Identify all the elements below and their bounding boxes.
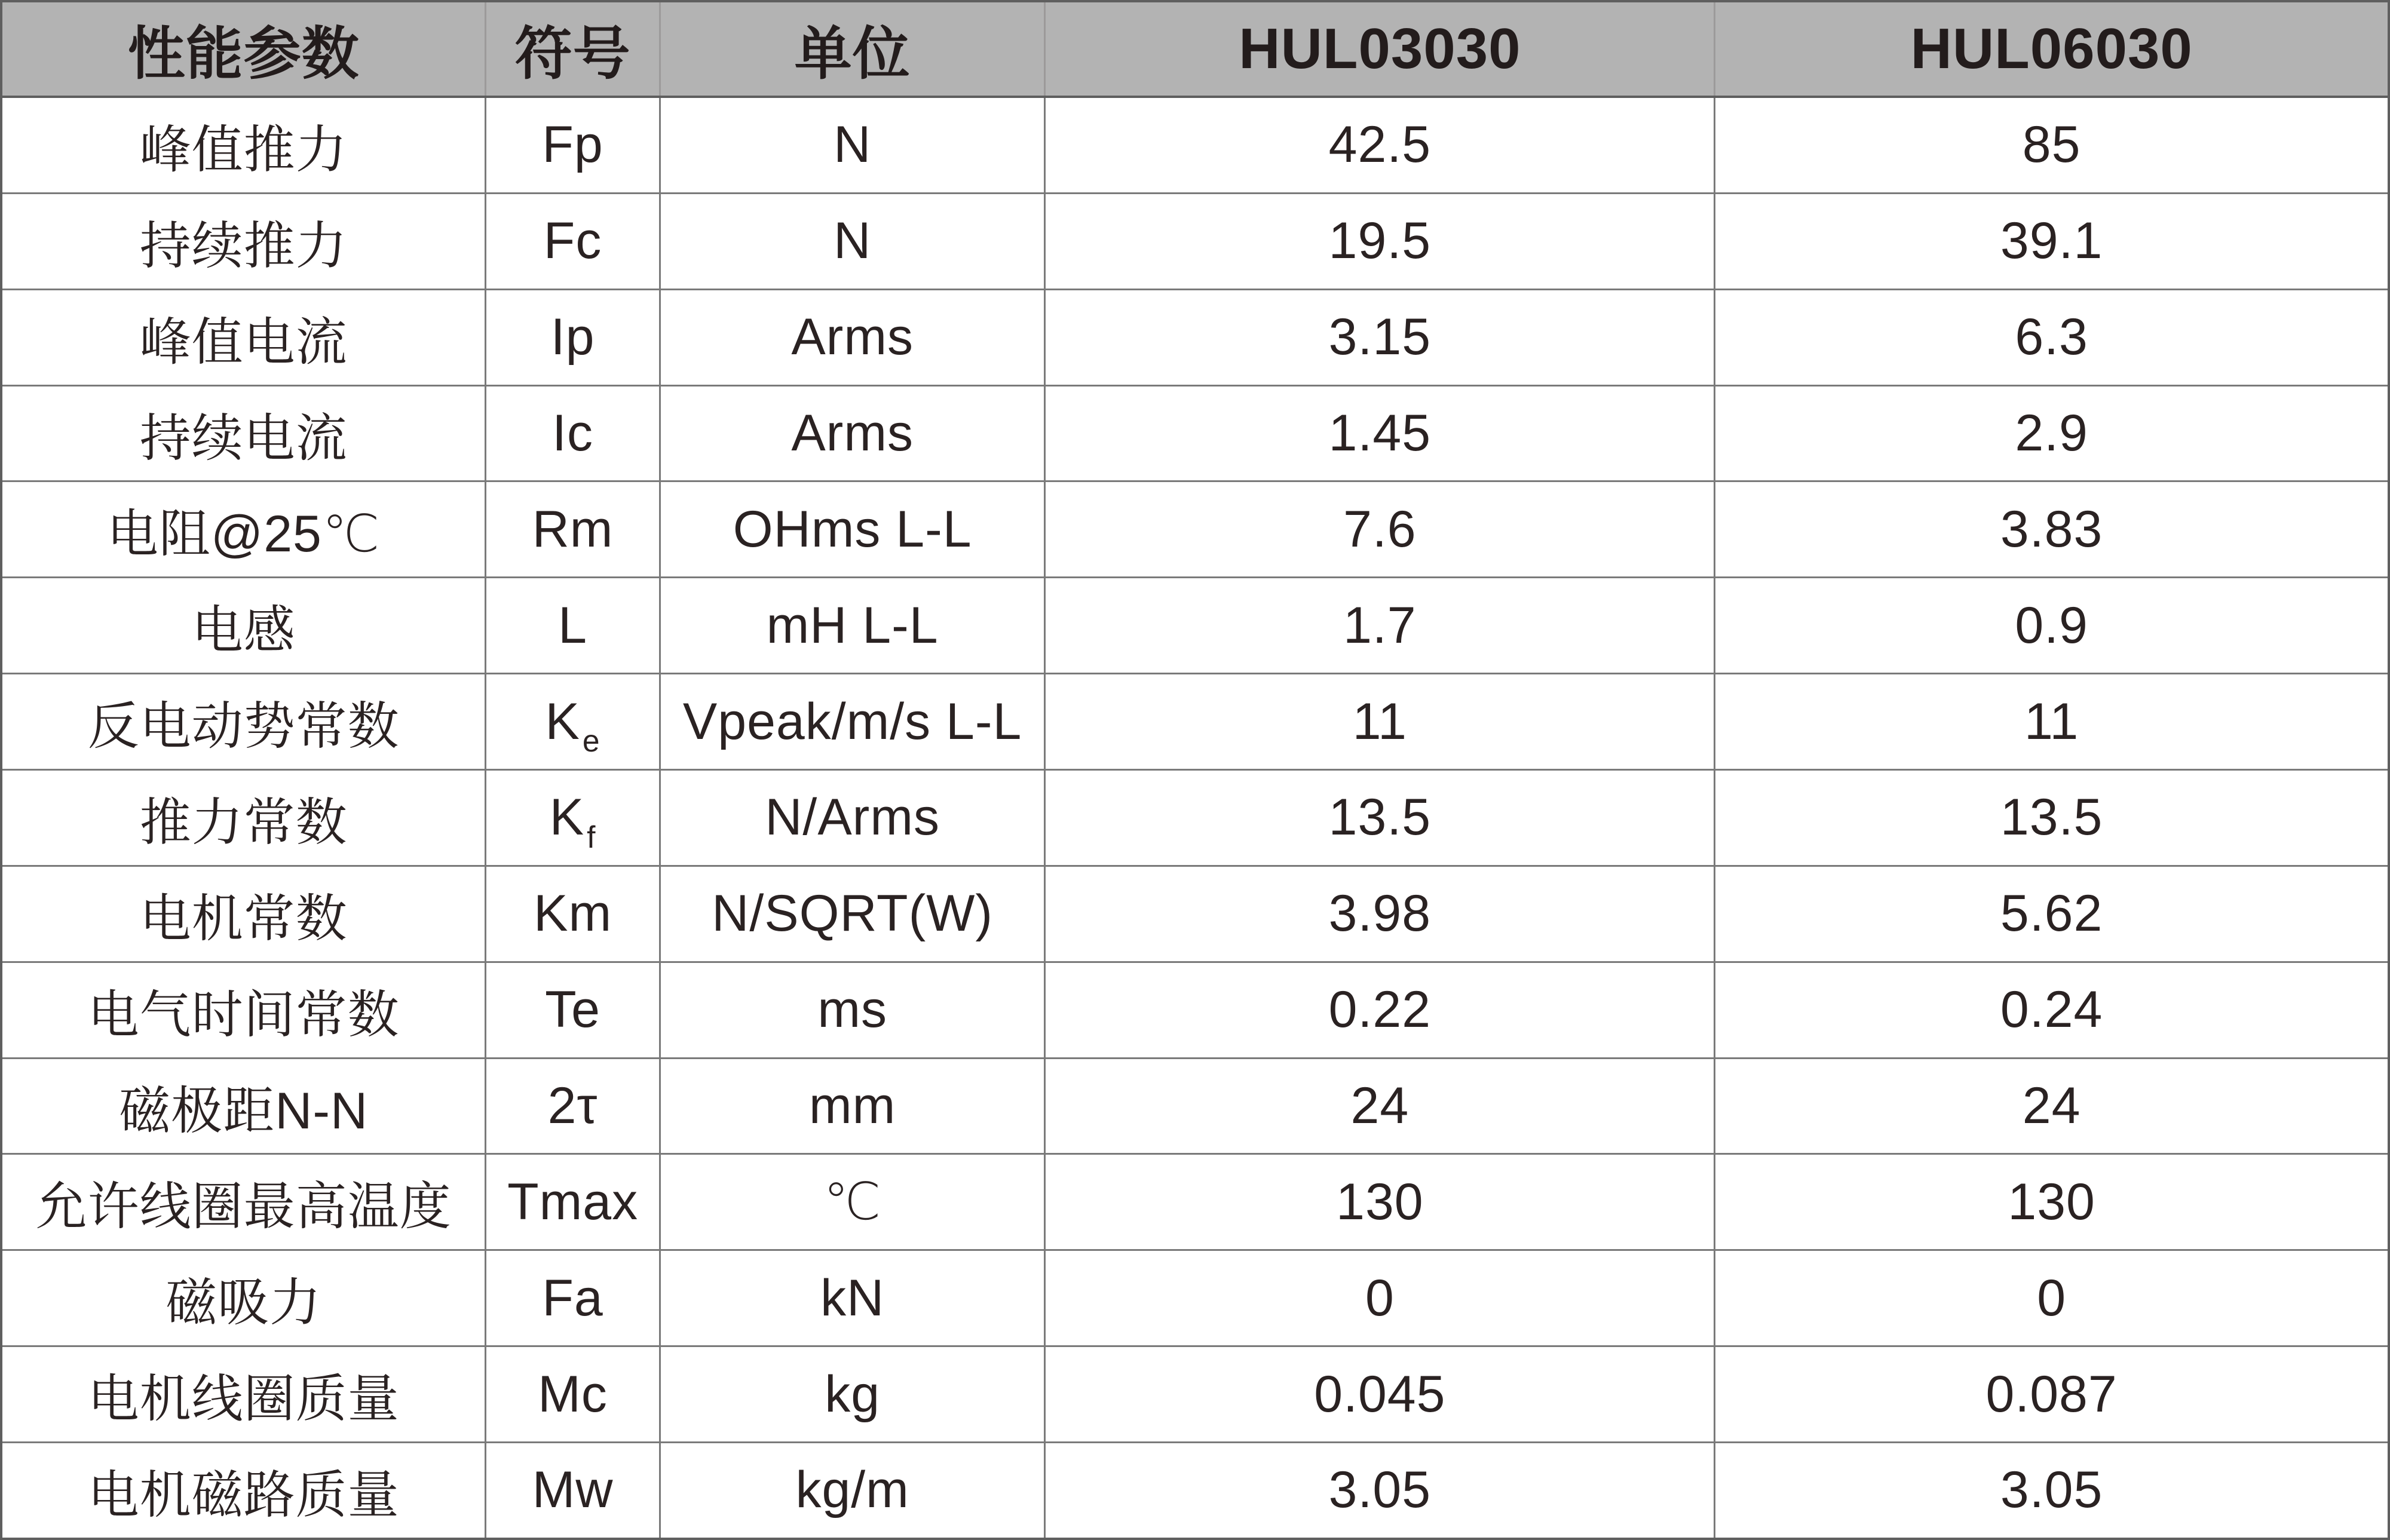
- param-cell: 持续电流: [2, 386, 486, 481]
- param-cell: 磁吸力: [2, 1251, 486, 1345]
- symbol-base: Ip: [550, 308, 595, 366]
- header-param: 性能参数: [2, 2, 486, 96]
- symbol-base: Mw: [532, 1461, 614, 1519]
- unit-cell: Arms: [661, 290, 1046, 385]
- hul06030-cell: 0: [2037, 1269, 2067, 1327]
- symbol-base: Mc: [538, 1365, 608, 1423]
- table-row: [2, 1155, 2388, 1251]
- hul03030-cell: 19.5: [1046, 194, 1715, 289]
- hul03030-cell: 3.15: [1046, 290, 1715, 385]
- unit-cell: Arms: [661, 386, 1046, 481]
- hul06030-cell: 2.9: [2015, 404, 2088, 462]
- symbol-cell: [486, 578, 660, 673]
- table-row: [2, 290, 2388, 386]
- hul03030-cell: 0: [1046, 1251, 1715, 1345]
- symbol-cell: [486, 1155, 660, 1249]
- symbol-base: Tmax: [507, 1173, 639, 1231]
- param-cell: 峰值电流: [2, 290, 486, 385]
- unit-cell: N: [661, 98, 1046, 192]
- hul03030-cell: 0.22: [1046, 963, 1715, 1057]
- table-row: [2, 1059, 2388, 1155]
- symbol-base: 2τ: [547, 1077, 598, 1135]
- table-row: [2, 1443, 2388, 1538]
- symbol-base: K: [545, 692, 580, 750]
- unit-cell: OHms L-L: [661, 482, 1046, 576]
- table-row: [2, 963, 2388, 1059]
- hul03030-cell: 11: [1046, 674, 1715, 769]
- symbol-base: Ic: [552, 404, 594, 462]
- param-cell: 磁极距N-N: [2, 1059, 486, 1154]
- unit-cell: mH L-L: [661, 578, 1046, 673]
- header-unit: 单位: [661, 2, 1046, 96]
- symbol-cell: [486, 963, 660, 1057]
- symbol-base: L: [558, 596, 587, 654]
- param-cell: 电机常数: [2, 867, 486, 961]
- table-row: [2, 1251, 2388, 1347]
- unit-cell: N: [661, 194, 1046, 289]
- hul03030-cell: 1.45: [1046, 386, 1715, 481]
- param-cell: 电气时间常数: [2, 963, 486, 1057]
- symbol-cell: [486, 771, 660, 865]
- table-row: [2, 578, 2388, 674]
- unit-cell: Vpeak/m/s L-L: [661, 674, 1046, 769]
- unit-cell: kN: [661, 1251, 1046, 1345]
- table-row: [2, 771, 2388, 867]
- unit-cell: ℃: [661, 1155, 1046, 1249]
- table-row: [2, 674, 2388, 771]
- hul06030-cell: 6.3: [2015, 308, 2088, 366]
- unit-cell: kg/m: [661, 1443, 1046, 1538]
- header-symbol: 符号: [486, 2, 660, 96]
- table-row: [2, 482, 2388, 578]
- symbol-base: Km: [534, 885, 612, 943]
- table-row: [2, 386, 2388, 483]
- hul03030-cell: 130: [1046, 1155, 1715, 1249]
- symbol-cell: [486, 1251, 660, 1345]
- hul03030-cell: 13.5: [1046, 771, 1715, 865]
- param-cell: 允许线圈最高温度: [2, 1155, 486, 1249]
- param-cell: 电机磁路质量: [2, 1443, 486, 1538]
- hul03030-cell: 3.98: [1046, 867, 1715, 961]
- symbol-cell: [486, 1443, 660, 1538]
- symbol-base: Fa: [542, 1269, 603, 1327]
- hul03030-cell: 7.6: [1046, 482, 1715, 576]
- hul06030-cell: 0.24: [2000, 981, 2103, 1039]
- param-cell: 推力常数: [2, 771, 486, 865]
- symbol-base: Te: [545, 981, 600, 1039]
- symbol-base: Rm: [532, 500, 614, 558]
- table-header-row: [2, 2, 2388, 98]
- unit-cell: N/SQRT(W): [661, 867, 1046, 961]
- table-row: [2, 867, 2388, 963]
- hul03030-cell: 42.5: [1046, 98, 1715, 192]
- hul06030-cell: 24: [2022, 1077, 2081, 1135]
- table-row: [2, 194, 2388, 290]
- header-hul03030: HUL03030: [1046, 2, 1715, 96]
- symbol-base: Fp: [542, 116, 603, 174]
- hul06030-cell: 0.9: [2015, 596, 2088, 654]
- param-cell: 电机线圈质量: [2, 1347, 486, 1441]
- symbol-cell: [486, 674, 660, 769]
- hul03030-cell: 1.7: [1046, 578, 1715, 673]
- symbol-cell: [486, 1347, 660, 1441]
- table-row: [2, 98, 2388, 194]
- symbol-cell: [486, 1059, 660, 1154]
- unit-cell: kg: [661, 1347, 1046, 1441]
- symbol-cell: [486, 482, 660, 576]
- symbol-base: K: [549, 789, 585, 846]
- param-cell: 反电动势常数: [2, 674, 486, 769]
- hul06030-cell: 13.5: [2000, 789, 2103, 846]
- param-cell: 电阻@25℃: [2, 482, 486, 576]
- param-cell: 电感: [2, 578, 486, 673]
- symbol-cell: [486, 867, 660, 961]
- symbol-subscript: e: [582, 723, 600, 759]
- param-cell: 持续推力: [2, 194, 486, 289]
- symbol-cell: [486, 386, 660, 481]
- hul06030-cell: 0.087: [1985, 1365, 2118, 1423]
- param-cell: 峰值推力: [2, 98, 486, 192]
- hul03030-cell: 0.045: [1046, 1347, 1715, 1441]
- table-row: [2, 1347, 2388, 1443]
- hul06030-cell: 5.62: [2000, 885, 2103, 943]
- symbol-subscript: f: [587, 820, 596, 855]
- hul03030-cell: 24: [1046, 1059, 1715, 1154]
- header-hul06030: HUL06030: [1910, 17, 2193, 81]
- unit-cell: mm: [661, 1059, 1046, 1154]
- symbol-cell: [486, 98, 660, 192]
- symbol-cell: [486, 290, 660, 385]
- unit-cell: N/Arms: [661, 771, 1046, 865]
- hul06030-cell: 85: [2022, 116, 2081, 174]
- hul06030-cell: 130: [2008, 1173, 2095, 1231]
- hul06030-cell: 3.05: [2000, 1461, 2103, 1519]
- hul06030-cell: 3.83: [2000, 500, 2103, 558]
- symbol-base: Fc: [543, 212, 602, 270]
- symbol-cell: [486, 194, 660, 289]
- hul06030-cell: 11: [2024, 692, 2079, 750]
- hul03030-cell: 3.05: [1046, 1443, 1715, 1538]
- unit-cell: ms: [661, 963, 1046, 1057]
- hul06030-cell: 39.1: [2000, 212, 2103, 270]
